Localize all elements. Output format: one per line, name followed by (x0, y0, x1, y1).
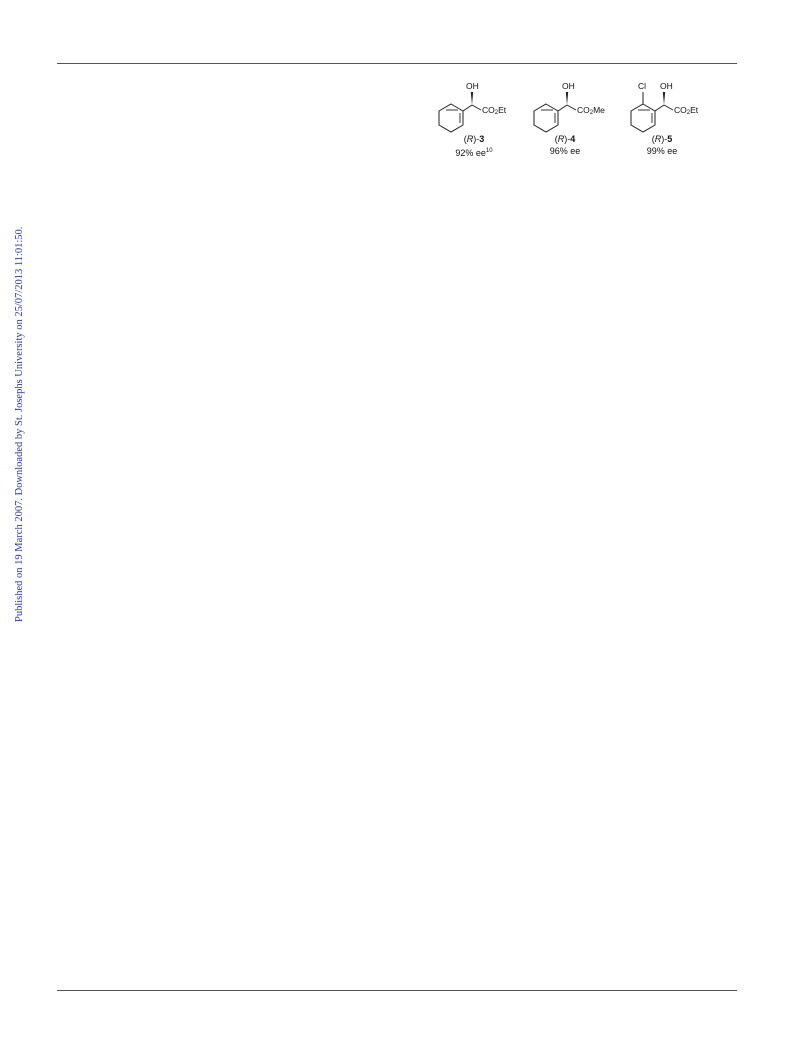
compound-label: (R)-5 (651, 134, 673, 144)
compound-label: (R)-3 (463, 134, 485, 144)
compound-r4 (520, 72, 620, 172)
reference-superscript[interactable]: 10 (485, 148, 493, 154)
ee-value: 99% ee (646, 146, 678, 156)
header-rule (57, 63, 737, 64)
ester-label: $CO_2Et$ (482, 105, 507, 116)
download-notice[interactable]: Published on 19 March 2007. Downloaded by St. Josephs University on 25/07/2013 11:01:50. (14, 226, 25, 622)
compound-scheme (425, 72, 725, 172)
footer-rule (57, 990, 737, 991)
compound-label: (R)-4 (554, 134, 576, 144)
ee-value: 92% $ee^{10}$ (455, 148, 493, 158)
ee-value: 96% ee (549, 146, 581, 156)
ester-label: $CO_2Me$ (577, 105, 605, 116)
chloro-label: Cl (638, 81, 647, 91)
oh-label: OH (466, 81, 479, 91)
oh-label: OH (562, 81, 575, 91)
compound-r5 (617, 72, 717, 172)
ester-label: $CO_2Et$ (674, 105, 699, 116)
oh-label: OH (660, 81, 673, 91)
compound-r3 (425, 72, 525, 172)
